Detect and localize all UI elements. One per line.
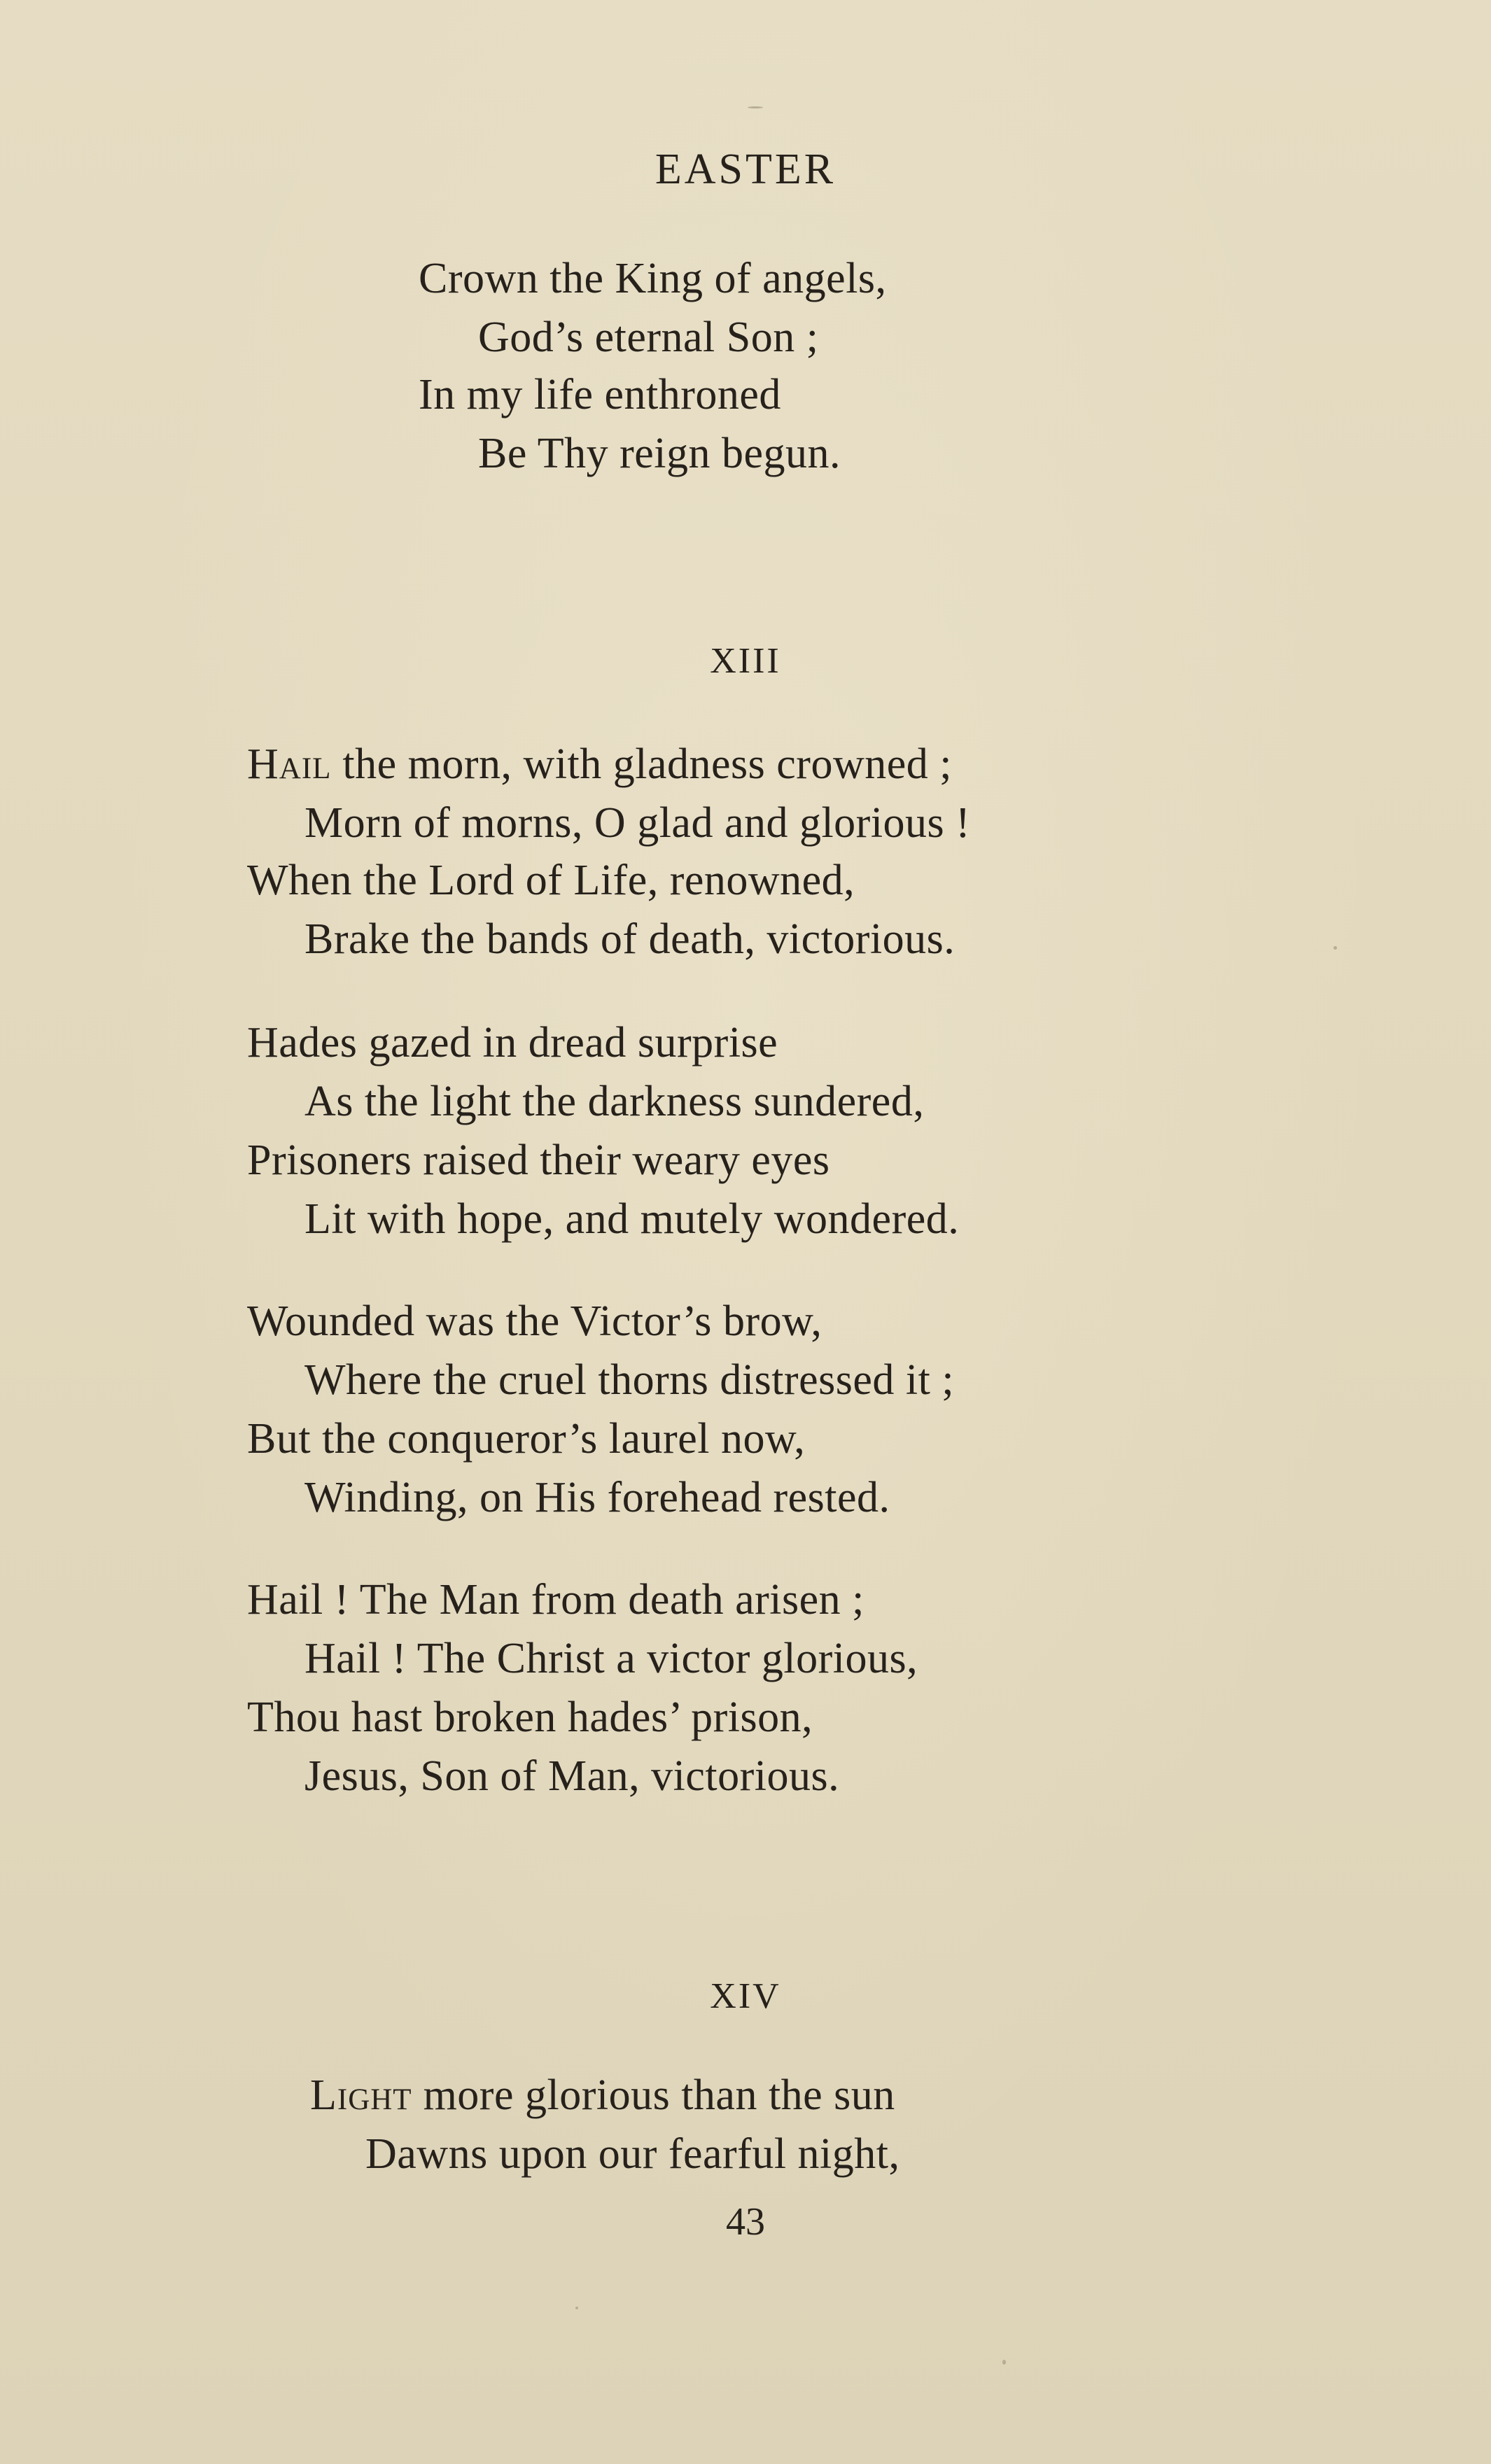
verse-line: Jesus, Son of Man, victorious. — [304, 1752, 840, 1800]
verse-line — [310, 2066, 895, 2125]
verse-line: Prisoners raised their weary eyes — [247, 1136, 830, 1184]
scan-speck — [1002, 2360, 1006, 2365]
verse-line: Morn of morns, O glad and glorious ! — [304, 799, 971, 847]
verse-line: Hail ! The Man from death arisen ; — [247, 1576, 864, 1624]
verse-line-rest: more glorious than the sun — [412, 2071, 895, 2119]
verse-line: Be Thy reign begun. — [478, 430, 841, 477]
verse-line: In my life enthroned — [419, 371, 781, 418]
verse-line: Hades gazed in dread surprise — [247, 1019, 778, 1066]
verse-line — [247, 735, 952, 794]
drop-word: Light — [310, 2071, 412, 2119]
verse-line: When the Lord of Life, renowned, — [247, 857, 855, 904]
verse-line: But the conqueror’s laurel now, — [247, 1415, 806, 1463]
verse-line: God’s eternal Son ; — [478, 314, 819, 361]
verse-line: Brake the bands of death, victorious. — [304, 915, 955, 963]
verse-line: Crown the King of angels, — [419, 255, 887, 302]
scan-speck — [1334, 946, 1337, 950]
verse-line: Hail ! The Christ a victor glorious, — [304, 1635, 918, 1682]
verse-line-rest: the morn, with gladness crowned ; — [331, 740, 952, 788]
scan-speck — [748, 106, 763, 108]
hymn-numeral: XIV — [710, 1976, 781, 2016]
drop-word: Hail — [247, 740, 332, 788]
hymn-numeral: XIII — [710, 641, 781, 681]
verse-line: Lit with hope, and mutely wondered. — [304, 1195, 960, 1243]
verse-line: Wounded was the Victor’s brow, — [247, 1297, 822, 1345]
verse-line: As the light the darkness sundered, — [304, 1078, 925, 1125]
running-head: EASTER — [654, 146, 836, 193]
verse-line: Dawns upon our fearful night, — [365, 2130, 900, 2178]
page-number: 43 — [726, 2200, 765, 2244]
verse-line: Where the cruel thorns distressed it ; — [304, 1356, 955, 1404]
scan-speck — [575, 2307, 578, 2309]
verse-line: Winding, on His forehead rested. — [304, 1474, 890, 1521]
verse-line: Thou hast broken hades’ prison, — [247, 1694, 813, 1741]
